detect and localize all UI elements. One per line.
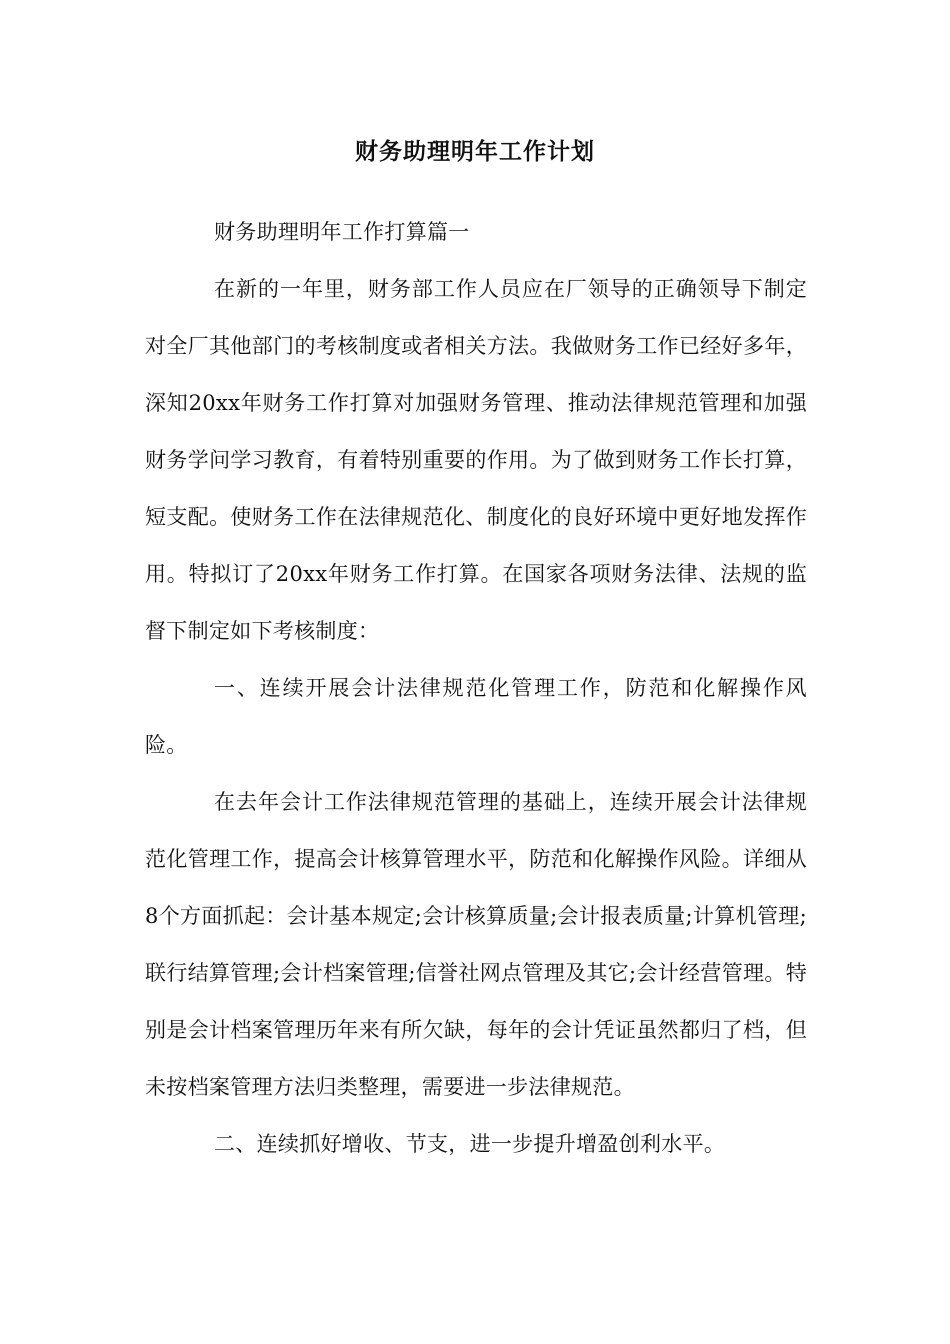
document-title: 财务助理明年工作计划 bbox=[355, 138, 595, 165]
section-heading: 财务助理明年工作打算篇一 bbox=[214, 220, 470, 244]
intro-paragraph: 在新的一年里，财务部工作人员应在厂领导的正确领导下制定对全厂其他部门的考核制度或者相关方法。我做财务工作已经好多年，深知20xx年财务工作打算对加强财务管理、推动法律规范管理和加强财务学问学习教育，有着特别重要的作用。为了做到财务工作长打算，短支配。使财务工作在法律规范化、制度化的良好环境中更好地发挥作用。特拟订了20xx年财务工作打算。在国家各项财务法律、法规的监督下制定如下考核制度： bbox=[145, 277, 807, 643]
document-body bbox=[145, 204, 807, 1173]
item-one-heading: 一、连续开展会计法律规范化管理工作，防范和化解操作风险。 bbox=[145, 676, 807, 757]
item-two-heading: 二、连续抓好增收、节支，进一步提升增盈创利水平。 bbox=[214, 1132, 726, 1156]
item-one-paragraph: 在去年会计工作法律规范管理的基础上，连续开展会计法律规范化管理工作，提高会计核算管理水平，防范和化解操作风险。详细从8个方面抓起：会计基本规定;会计核算质量;会计报表质量;计算机管理;联行结算管理;会计档案管理;信誉社网点管理及其它;会计经营管理。特别是会计档案管理历年来有所欠缺，每年的会计凭证虽然都归了档，但未按档案管理方法归类整理，需要进一步法律规范。 bbox=[145, 790, 807, 1099]
